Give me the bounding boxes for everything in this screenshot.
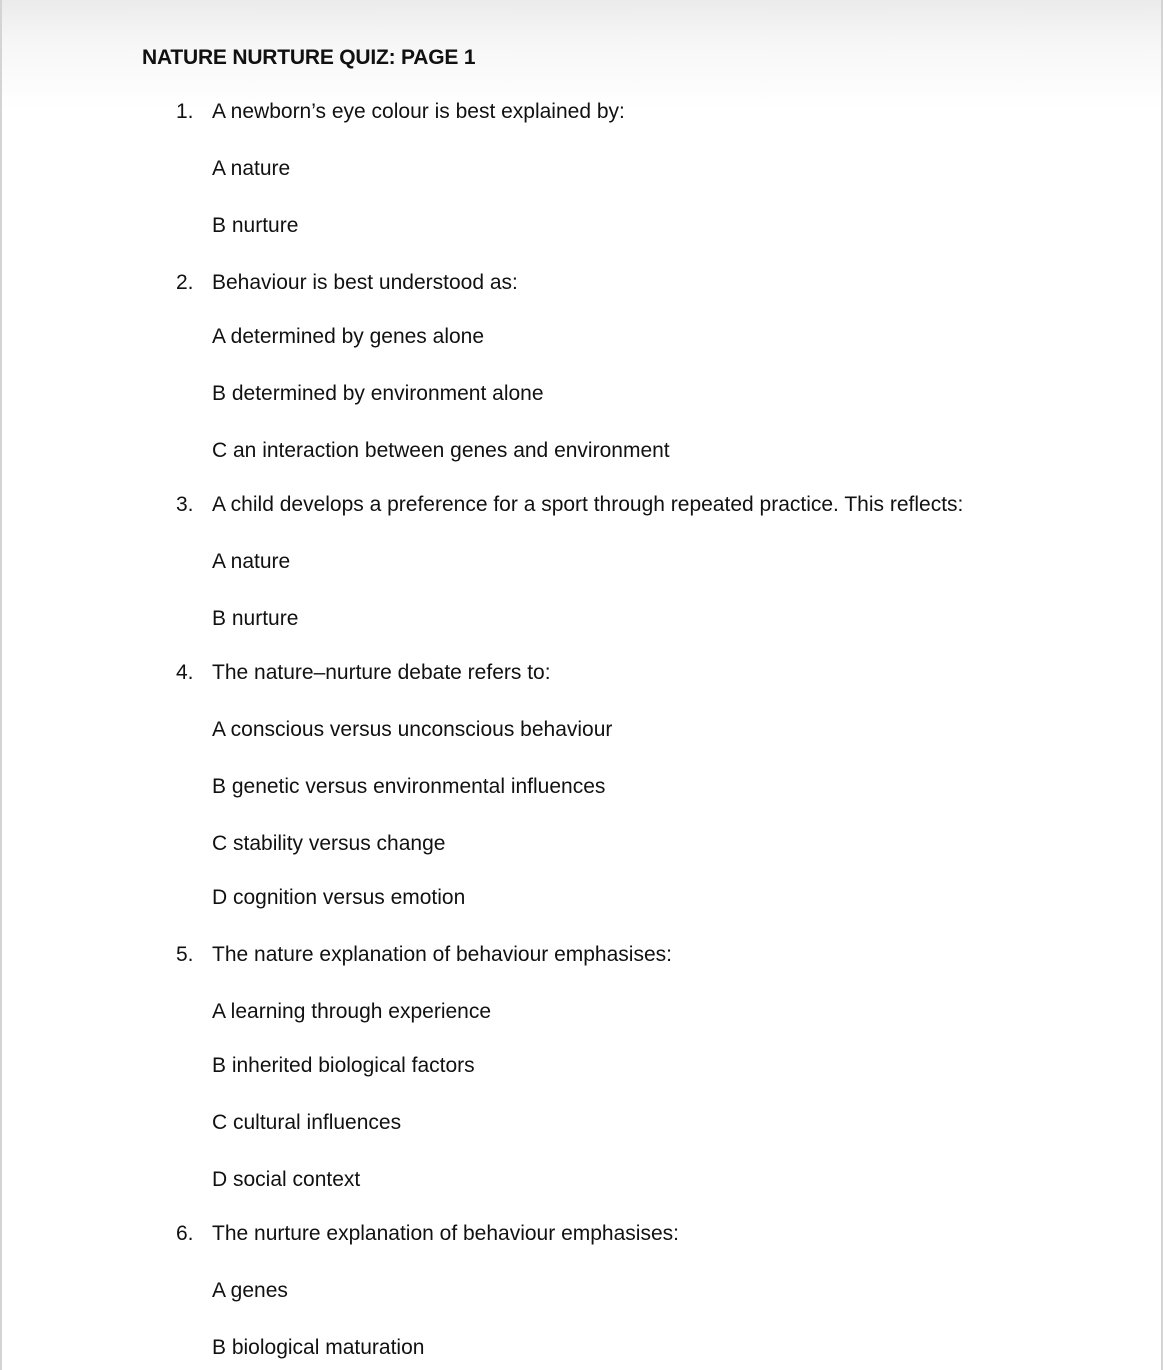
option-5b: B inherited biological factors xyxy=(212,1054,475,1077)
question-text: A newborn’s eye colour is best explained by: xyxy=(212,100,625,123)
question-5 xyxy=(176,943,672,967)
option-5d: D social context xyxy=(212,1168,361,1191)
question-number: 3. xyxy=(176,493,194,516)
question-number: 4. xyxy=(176,661,194,684)
option-4a: A conscious versus unconscious behaviour xyxy=(212,718,613,741)
page-title: NATURE NURTURE QUIZ: PAGE 1 xyxy=(142,46,476,69)
question-text: A child develops a preference for a sport through repeated practice. This reflects: xyxy=(212,493,964,516)
question-text: The nurture explanation of behaviour emphasises: xyxy=(212,1222,679,1245)
question-text: Behaviour is best understood as: xyxy=(212,271,518,294)
option-2c: C an interaction between genes and environment xyxy=(212,439,670,462)
option-3a: A nature xyxy=(212,550,291,573)
question-4 xyxy=(176,661,551,685)
question-1 xyxy=(176,100,625,124)
option-2a: A determined by genes alone xyxy=(212,325,485,348)
option-6a: A genes xyxy=(212,1279,288,1302)
question-number: 6. xyxy=(176,1222,194,1245)
option-3b: B nurture xyxy=(212,607,299,630)
question-number: 1. xyxy=(176,100,194,123)
option-5c: C cultural influences xyxy=(212,1111,402,1134)
option-5a: A learning through experience xyxy=(212,1000,492,1023)
option-4b: B genetic versus environmental influences xyxy=(212,775,606,798)
option-1b: B nurture xyxy=(212,214,299,237)
question-2 xyxy=(176,271,518,295)
question-text: The nature–nurture debate refers to: xyxy=(212,661,551,684)
question-6 xyxy=(176,1222,679,1246)
question-3 xyxy=(176,493,963,517)
option-1a: A nature xyxy=(212,157,291,180)
question-number: 2. xyxy=(176,271,194,294)
option-2b: B determined by environment alone xyxy=(212,382,544,405)
question-number: 5. xyxy=(176,943,194,966)
question-text: The nature explanation of behaviour emphasises: xyxy=(212,943,672,966)
option-4c: C stability versus change xyxy=(212,832,446,855)
option-6b: B biological maturation xyxy=(212,1336,425,1359)
option-4d: D cognition versus emotion xyxy=(212,886,466,909)
